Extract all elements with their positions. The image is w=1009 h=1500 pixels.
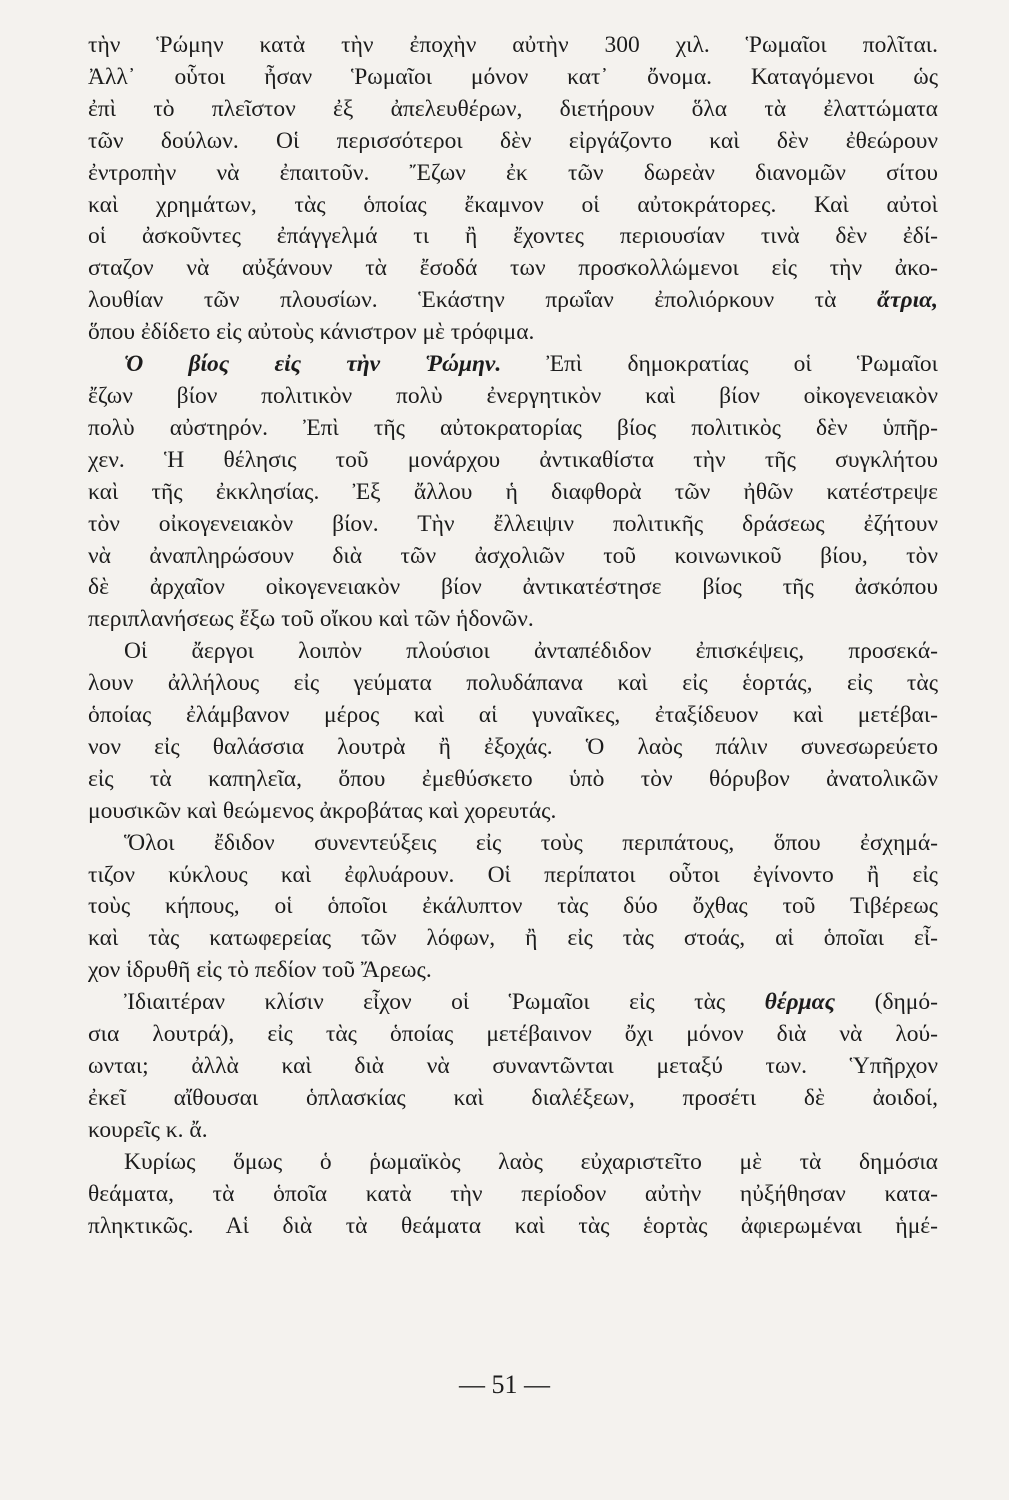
page-number: — 51 — — [459, 1370, 550, 1399]
text-line — [88, 285, 938, 317]
text-line: θεάματα, τὰ ὁποῖα κατὰ τὴν περίοδον αὐτὴν ηὐξήθησαν κατα- — [88, 1180, 938, 1207]
text-line: Κυρίως ὅμως ὁ ῥωμαϊκὸς λαὸς εὐχαριστεῖτο μὲ τὰ δημόσια — [124, 1148, 938, 1175]
text-line: χον ἱδρυθῆ εἰς τὸ πεδίον τοῦ Ἄρεως. — [88, 957, 432, 984]
text-line: οἱ ἀσκοῦντες ἐπάγγελμά τι ἢ ἔχοντες περιουσίαν τινὰ δὲν ἐδί- — [88, 223, 938, 250]
text-line: λουν ἀλλήλους εἰς γεύματα πολυδάπανα καὶ εἰς ἑορτάς, εἰς τὰς — [88, 670, 938, 697]
text-line: τιζον κύκλους καὶ ἐφλυάρουν. Οἱ περίπατοι οὗτοι ἐγίνοντο ἢ εἰς — [88, 861, 938, 888]
emphasis-atria: ἄτρια, — [877, 287, 938, 314]
text-line: κουρεῖς κ. ἄ. — [88, 1116, 208, 1143]
text-line: καὶ τὰς κατωφερείας τῶν λόφων, ἢ εἰς τὰς στοάς, αἱ ὁποῖαι εἶ- — [88, 925, 938, 952]
text-line: εἰς τὰ καπηλεῖα, ὅπου ἐμεθύσκετο ὑπὸ τὸν θόρυβον ἀνατολικῶν — [88, 765, 938, 792]
section-heading: Ὁ βίος εἰς τὴν Ῥώμην. — [124, 351, 502, 378]
text-line: τῶν δούλων. Οἱ περισσότεροι δὲν εἰργάζοντο καὶ δὲν ἐθεώρουν — [88, 127, 938, 154]
text-line: καὶ χρημάτων, τὰς ὁποίας ἔκαμνον οἱ αὐτοκράτορες. Καὶ αὐτοὶ — [88, 191, 938, 218]
text-line: χεν. Ἡ θέλησις τοῦ μονάρχου ἀντικαθίστα τὴν τῆς συγκλήτου — [88, 446, 938, 473]
text-line: ἔζων βίον πολιτικὸν πολὺ ἐνεργητικὸν καὶ βίον οἰκογενειακὸν — [88, 382, 938, 409]
text-segment: λουθίαν τῶν πλουσίων. Ἑκάστην πρωΐαν ἐπολιόρκουν τὰ — [88, 287, 878, 314]
text-line: καὶ τῆς ἐκκλησίας. Ἐξ ἄλλου ἡ διαφθορὰ τῶν ἠθῶν κατέστρεψε — [88, 478, 938, 505]
text-line: ἐντροπὴν νὰ ἐπαιτοῦν. Ἔζων ἐκ τῶν δωρεὰν διανομῶν σίτου — [88, 159, 938, 186]
text-line: μουσικῶν καὶ θεώμενος ἀκροβάτας καὶ χορευτάς. — [88, 797, 557, 824]
text-line — [88, 349, 938, 381]
text-segment: Ἐπὶ δημοκρατίας οἱ Ῥωμαῖοι — [501, 351, 938, 378]
text-line: περιπλανήσεως ἔξω τοῦ οἴκου καὶ τῶν ἡδονῶν. — [88, 606, 534, 633]
text-line: Ὅλοι ἔδιδον συνεντεύξεις εἰς τοὺς περιπάτους, ὅπου ἐσχημά- — [124, 829, 938, 856]
text-line: Ἀλλ᾽ οὗτοι ἦσαν Ῥωμαῖοι μόνον κατ᾽ ὄνομα. Καταγόμενοι ὡς — [88, 63, 938, 90]
text-segment: Ἰδιαιτέραν κλίσιν εἶχον οἱ Ῥωμαῖοι εἰς τὰς — [124, 989, 765, 1016]
text-line: ὅπου ἐδίδετο εἰς αὐτοὺς κάνιστρον μὲ τρόφιμα. — [88, 319, 535, 346]
body-text — [88, 30, 938, 1242]
text-line: Οἱ ἄεργοι λοιπὸν πλούσιοι ἀνταπέδιδον ἐπισκέψεις, προσεκά- — [124, 638, 938, 665]
text-line: ἐπὶ τὸ πλεῖστον ἐξ ἀπελευθέρων, διετήρουν ὅλα τὰ ἐλαττώματα — [88, 95, 938, 122]
paragraph-6 — [88, 1147, 938, 1243]
emphasis-thermas: θέρμας — [764, 989, 836, 1016]
text-line: ὁποίας ἐλάμβανον μέρος καὶ αἱ γυναῖκες, ἐταξίδευον καὶ μετέβαι- — [88, 702, 938, 729]
text-line — [88, 987, 938, 1019]
paragraph-4 — [88, 828, 938, 988]
text-segment: (δημό- — [835, 989, 938, 1016]
text-line: νον εἰς θαλάσσια λουτρὰ ἢ ἐξοχάς. Ὁ λαὸς πάλιν συνεσωρεύετο — [88, 733, 938, 760]
paragraph-3 — [88, 636, 938, 827]
text-line: ἐκεῖ αἴθουσαι ὁπλασκίας καὶ διαλέξεων, προσέτι δὲ ἀοιδοί, — [88, 1084, 938, 1111]
text-line: σια λουτρά), εἰς τὰς ὁποίας μετέβαινον ὄχι μόνον διὰ νὰ λού- — [88, 1021, 938, 1048]
text-line: νὰ ἀναπληρώσουν διὰ τῶν ἀσχολιῶν τοῦ κοινωνικοῦ βίου, τὸν — [88, 542, 938, 569]
text-line: ωνται; ἀλλὰ καὶ διὰ νὰ συναντῶνται μεταξύ των. Ὑπῆρχον — [88, 1053, 938, 1079]
text-line: τὴν Ῥώμην κατὰ τὴν ἐποχὴν αὐτὴν 300 χιλ. Ῥωμαῖοι πολῖται. — [88, 32, 938, 58]
paragraph-1 — [88, 30, 938, 349]
paragraph-2 — [88, 349, 938, 636]
text-line: τοὺς κήπους, οἱ ὁποῖοι ἐκάλυπτον τὰς δύο ὄχθας τοῦ Τιβέρεως — [88, 893, 938, 920]
text-line: πολὺ αὐστηρόν. Ἐπὶ τῆς αὐτοκρατορίας βίος πολιτικὸς δὲν ὑπῆρ- — [88, 414, 938, 441]
text-line: σταζον νὰ αὐξάνουν τὰ ἔσοδά των προσκολλώμενοι εἰς τὴν ἀκο- — [88, 255, 938, 282]
text-line: δὲ ἀρχαῖον οἰκογενειακὸν βίον ἀντικατέστησε βίος τῆς ἀσκόπου — [88, 574, 938, 601]
text-line: πληκτικῶς. Αἱ διὰ τὰ θεάματα καὶ τὰς ἑορτὰς ἀφιερωμέναι ἡμέ- — [88, 1212, 938, 1239]
text-line: τὸν οἰκογενειακὸν βίον. Τὴν ἔλλειψιν πολιτικῆς δράσεως ἐζήτουν — [88, 510, 938, 537]
paragraph-5 — [88, 987, 938, 1147]
